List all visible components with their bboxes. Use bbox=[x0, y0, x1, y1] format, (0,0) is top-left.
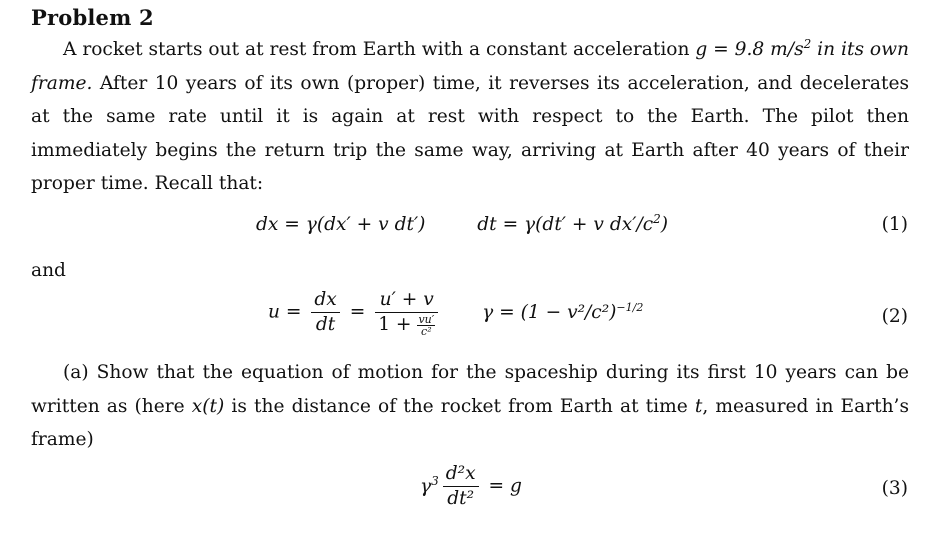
time-t: t bbox=[694, 395, 703, 417]
eq2-dx: dx bbox=[314, 289, 337, 310]
own-frame-text: in its own frame. bbox=[31, 39, 909, 94]
equation-1-number: (1) bbox=[881, 214, 908, 235]
eq2-derivative-fraction bbox=[311, 288, 339, 337]
eq2-velocity-fraction bbox=[375, 288, 438, 337]
equation-3-number: (3) bbox=[881, 478, 908, 499]
x-of-t: x(t) bbox=[191, 395, 225, 417]
eq1-right: dt = γ(dt′ + v $dx'/c^2$) bbox=[477, 212, 669, 235]
and-text: and bbox=[31, 260, 66, 281]
equation-2-number: (2) bbox=[881, 306, 908, 327]
eq2-numerator: u′ + v bbox=[379, 289, 434, 310]
intro-rest-text: After 10 years of its own (proper) time, it reverses its acceleration, and decelerates at the same rate until it is again at rest with respect to the Earth. The pilot then immediately begins the return trip the same way, arriving at Earth after 40 years of their proper time. Recall that: bbox=[31, 72, 909, 194]
eq3-denominator: dt² bbox=[443, 486, 479, 511]
equation-2: u = $\frac{dx}{dt}$ = u′ + v 1 + $\frac{vu'}{\text{c²}}$ $\gamma = (1 - v^2/c^2)^{-1/2}$ bbox=[268, 289, 644, 338]
eq2-c2: c² bbox=[421, 324, 432, 338]
eq1-left: dx = γ(dx′ + v dt′) bbox=[256, 214, 426, 235]
equation-3 bbox=[420, 462, 522, 511]
intro-lead-text: A rocket starts out at rest from Earth with a constant acceleration bbox=[63, 39, 696, 60]
acceleration-value: g = 9.8 $m/s^2$ bbox=[695, 37, 812, 60]
eq3-gamma: $\gamma^3$ bbox=[420, 473, 439, 497]
eq2-vu: vu′ bbox=[418, 312, 435, 326]
eq2-denominator: 1 + $\frac{vu'}{\text{c²}}$ bbox=[375, 312, 438, 337]
eq3-rhs: = g bbox=[488, 475, 522, 497]
eq2-gamma: $\gamma = (1 - v^2/c^2)^{-1/2}$ bbox=[482, 300, 644, 323]
equation-1 bbox=[256, 214, 668, 235]
eq2-dt: dt bbox=[311, 312, 339, 337]
part-a-paragraph: (a) Show that the equation of motion for the spaceship during its first 10 years can be written as (here x(t) is the distance of the rocket from Earth at time t, measured in Earth’s frame) bbox=[31, 362, 909, 450]
eq3-fraction bbox=[443, 462, 479, 511]
problem-title: Problem 2 bbox=[31, 5, 154, 30]
eq2-u: u = bbox=[268, 301, 302, 323]
eq3-numerator: d²x bbox=[445, 463, 476, 484]
problem-intro-paragraph bbox=[31, 33, 909, 201]
